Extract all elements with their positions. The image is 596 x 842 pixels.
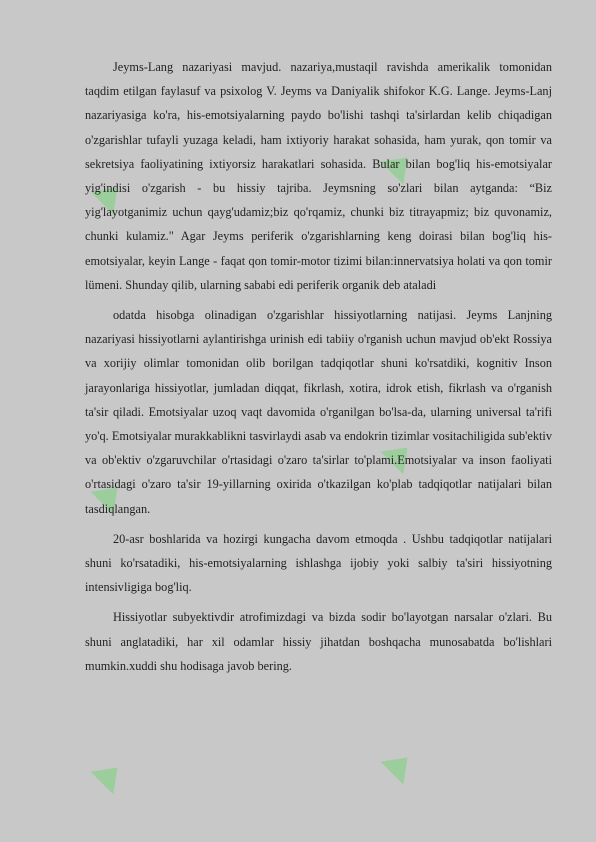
watermark-chevron-icon — [381, 746, 419, 784]
paragraph: 20-asr boshlarida va hozirgi kungacha davom etmoqda . Ushbu tadqiqotlar natijalari shuni ko'rsatadiki, his-emotsiyalarning ishlashga ijobiy yoki salbiy ta'siri hissiyotning intensivligiga bog'liq. — [85, 531, 552, 595]
paragraph: Jeyms-Lang nazariyasi mavjud. nazariya,mustaqil ravishda amerikalik tomonidan taqdim etilgan faylasuf va psixolog V. Jeyms va Daniyalik shifokor K.G. Lange. Jeyms-Lanj nazariyasiga ko'ra, his-emotsiyalarning paydo bo'lishi tashqi ta'sirlardan kelib chiqadigan o'zgarishlar tufayli yuzaga keladi, ham ixtiyoriy harakat sohasida, ham yurak, qon tomir va sekretsiya faoliyatining ixtiyorsiz harakatlari sohasida. Bular bilan bog'liq his-emotsiyalar yig'indisi o'zgarish - bu hissiy tajriba. Jeymsning so'zlari bilan aytganda: “Biz yig'layotganimiz uchun qayg'udamiz;biz qo'rqamiz, chunki biz titrayapmiz; biz quvonamiz, chunki kulamiz." Agar Jeyms periferik o'zgarishlarning keng doirasi bilan bog'liq his-emotsiyalar, keyin Lange - faqat qon tomir-motor tizimi bilan:innervatsiya holati va qon tomir lümeni. Shunday qilib, ularning sababi edi periferik organik deb ataladi — [85, 60, 552, 292]
document-body — [85, 55, 552, 684]
paragraph: odatda hisobga olinadigan o'zgarishlar hissiyotlarning natijasi. Jeyms Lanjning nazariyasi hissiyotlarni aylantirishga urinish edi tabiiy o'rganish uchun mavjud ob'ekt Rossiya va xorijiy olimlar tomonidan olib borilgan tadqiqotlar shuni ko'rsatdiki, kognitiv Inson jarayonlariga hissiyotlar, jumladan diqqat, fikrlash, xotira, idrok etish, fikrlash va o'rganish ta'sir qiladi. Emotsiyalar uzoq vaqt davomida o'rganilgan bo'lsa-da, ularning universal ta'rifi yo'q. Emotsiyalar murakkablikni tasvirlaydi asab va endokrin tizimlar vositachiligida sub'ektiv va ob'ektiv o'zgaruvchilar o'rtasidagi o'zaro ta'sirlar to'plami.Emotsiyalar va inson faoliyati o'rtasidagi o'zaro ta'sir 19-yillarning oxirida o'tkazilgan ko'plab tadqiqotlar natijalari bilan tasdiqlangan. — [85, 308, 552, 516]
paragraph: Hissiyotlar subyektivdir atrofimizdagi va bizda sodir bo'layotgan narsalar o'zlari. Bu shuni anglatadiki, har xil odamlar hissiy jihatdan boshqacha munosabatda bo'lishlari mumkin.xuddi shu hodisaga javob bering. — [85, 610, 552, 673]
watermark-chevron-icon — [91, 756, 129, 794]
